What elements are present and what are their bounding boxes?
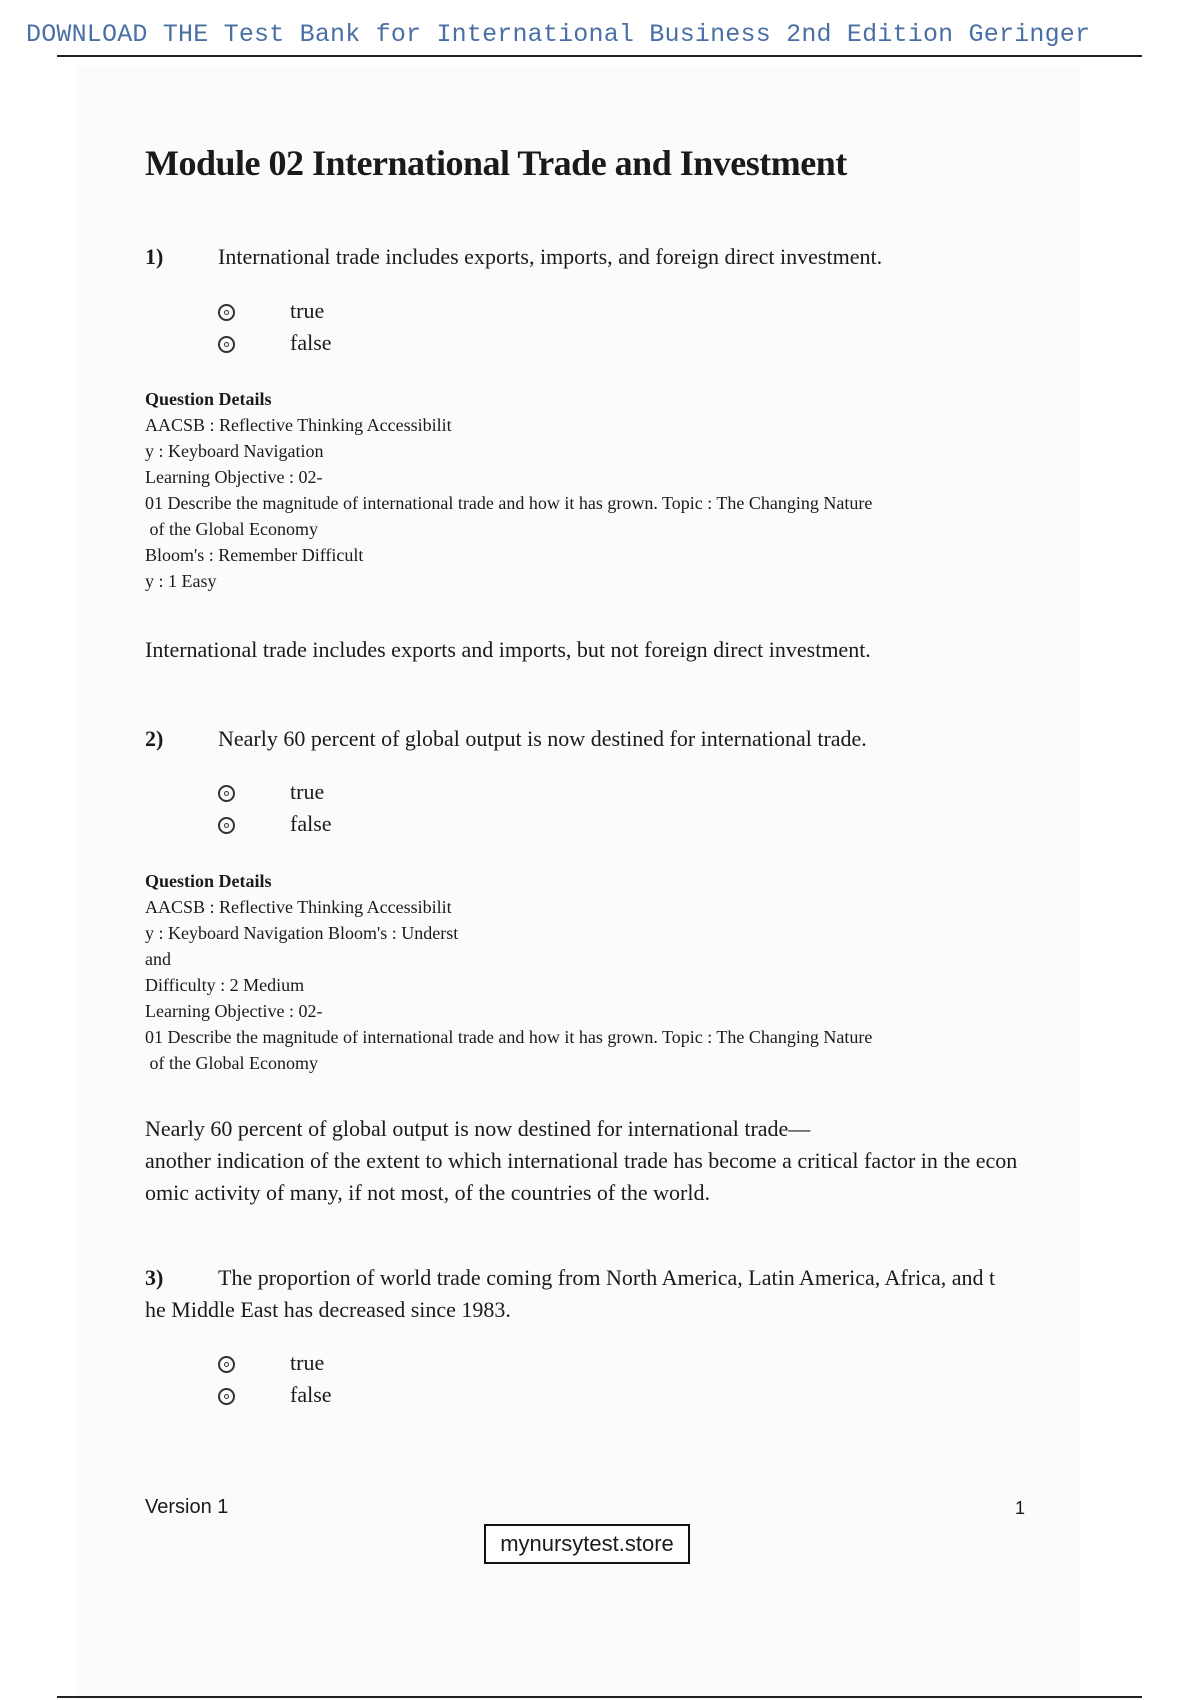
details-line: y : Keyboard Navigation Bloom's : Underst <box>145 923 459 943</box>
radio-icon[interactable] <box>218 336 235 353</box>
radio-icon[interactable] <box>218 1388 235 1405</box>
radio-icon[interactable] <box>218 817 235 834</box>
explanation-line: another indication of the extent to which international trade has become a critical factor in the econ <box>145 1148 1018 1173</box>
question-1-option-true[interactable] <box>218 298 325 324</box>
option-label: true <box>290 298 325 323</box>
footer-page-number: 1 <box>1015 1498 1026 1518</box>
details-line: and <box>145 949 171 969</box>
explanation-line: omic activity of many, if not most, of the countries of the world. <box>145 1180 710 1205</box>
explanation-line: Nearly 60 percent of global output is now destined for international trade— <box>145 1116 811 1141</box>
details-line: 01 Describe the magnitude of international trade and how it has grown. Topic : The Changing Nature <box>145 493 873 513</box>
question-3-text-line-2: he Middle East has decreased since 1983. <box>145 1297 511 1322</box>
details-line: Bloom's : Remember Difficult <box>145 545 364 565</box>
question-2-details <box>145 868 872 1076</box>
question-3-number: 3) <box>145 1265 164 1290</box>
radio-icon[interactable] <box>218 304 235 321</box>
question-2-explanation <box>145 1113 1017 1209</box>
download-banner[interactable]: DOWNLOAD THE Test Bank for International Business 2nd Edition Geringer <box>26 20 1091 49</box>
question-3-option-true[interactable] <box>218 1350 325 1376</box>
details-line: of the Global Economy <box>145 519 318 539</box>
question-1-number: 1) <box>145 244 164 269</box>
question-3-text-line-1: The proportion of world trade coming from North America, Latin America, Africa, and t <box>218 1265 996 1290</box>
footer-version: Version 1 <box>145 1496 229 1518</box>
question-2-text: Nearly 60 percent of global output is now destined for international trade. <box>218 726 867 751</box>
option-label: true <box>290 779 325 804</box>
question-2-option-false[interactable] <box>218 811 332 837</box>
question-3-option-false[interactable] <box>218 1382 332 1408</box>
option-label: false <box>290 1382 332 1407</box>
details-line: of the Global Economy <box>145 1053 318 1073</box>
details-line: y : 1 Easy <box>145 571 217 591</box>
question-1-option-false[interactable] <box>218 330 332 356</box>
details-line: Learning Objective : 02- <box>145 1001 323 1021</box>
details-line: 01 Describe the magnitude of international trade and how it has grown. Topic : The Changing Nature <box>145 1027 873 1047</box>
question-1-details <box>145 386 872 594</box>
details-heading: Question Details <box>145 871 272 891</box>
explanation-line: International trade includes exports and imports, but not foreign direct investment. <box>145 637 871 662</box>
details-line: AACSB : Reflective Thinking Accessibilit <box>145 897 452 917</box>
details-line: AACSB : Reflective Thinking Accessibilit <box>145 415 452 435</box>
details-heading: Question Details <box>145 389 272 409</box>
site-watermark[interactable]: mynursytest.store <box>484 1524 690 1564</box>
option-label: true <box>290 1350 325 1375</box>
radio-icon[interactable] <box>218 1356 235 1373</box>
radio-icon[interactable] <box>218 785 235 802</box>
question-2-option-true[interactable] <box>218 779 325 805</box>
page-title: Module 02 International Trade and Investment <box>145 143 847 183</box>
details-line: Difficulty : 2 Medium <box>145 975 305 995</box>
top-divider <box>57 55 1142 57</box>
question-2-number: 2) <box>145 726 164 751</box>
details-line: y : Keyboard Navigation <box>145 441 324 461</box>
option-label: false <box>290 811 332 836</box>
question-1-explanation <box>145 634 871 666</box>
details-line: Learning Objective : 02- <box>145 467 323 487</box>
question-1-text: International trade includes exports, imports, and foreign direct investment. <box>218 244 883 269</box>
bottom-divider <box>57 1696 1142 1698</box>
option-label: false <box>290 330 332 355</box>
